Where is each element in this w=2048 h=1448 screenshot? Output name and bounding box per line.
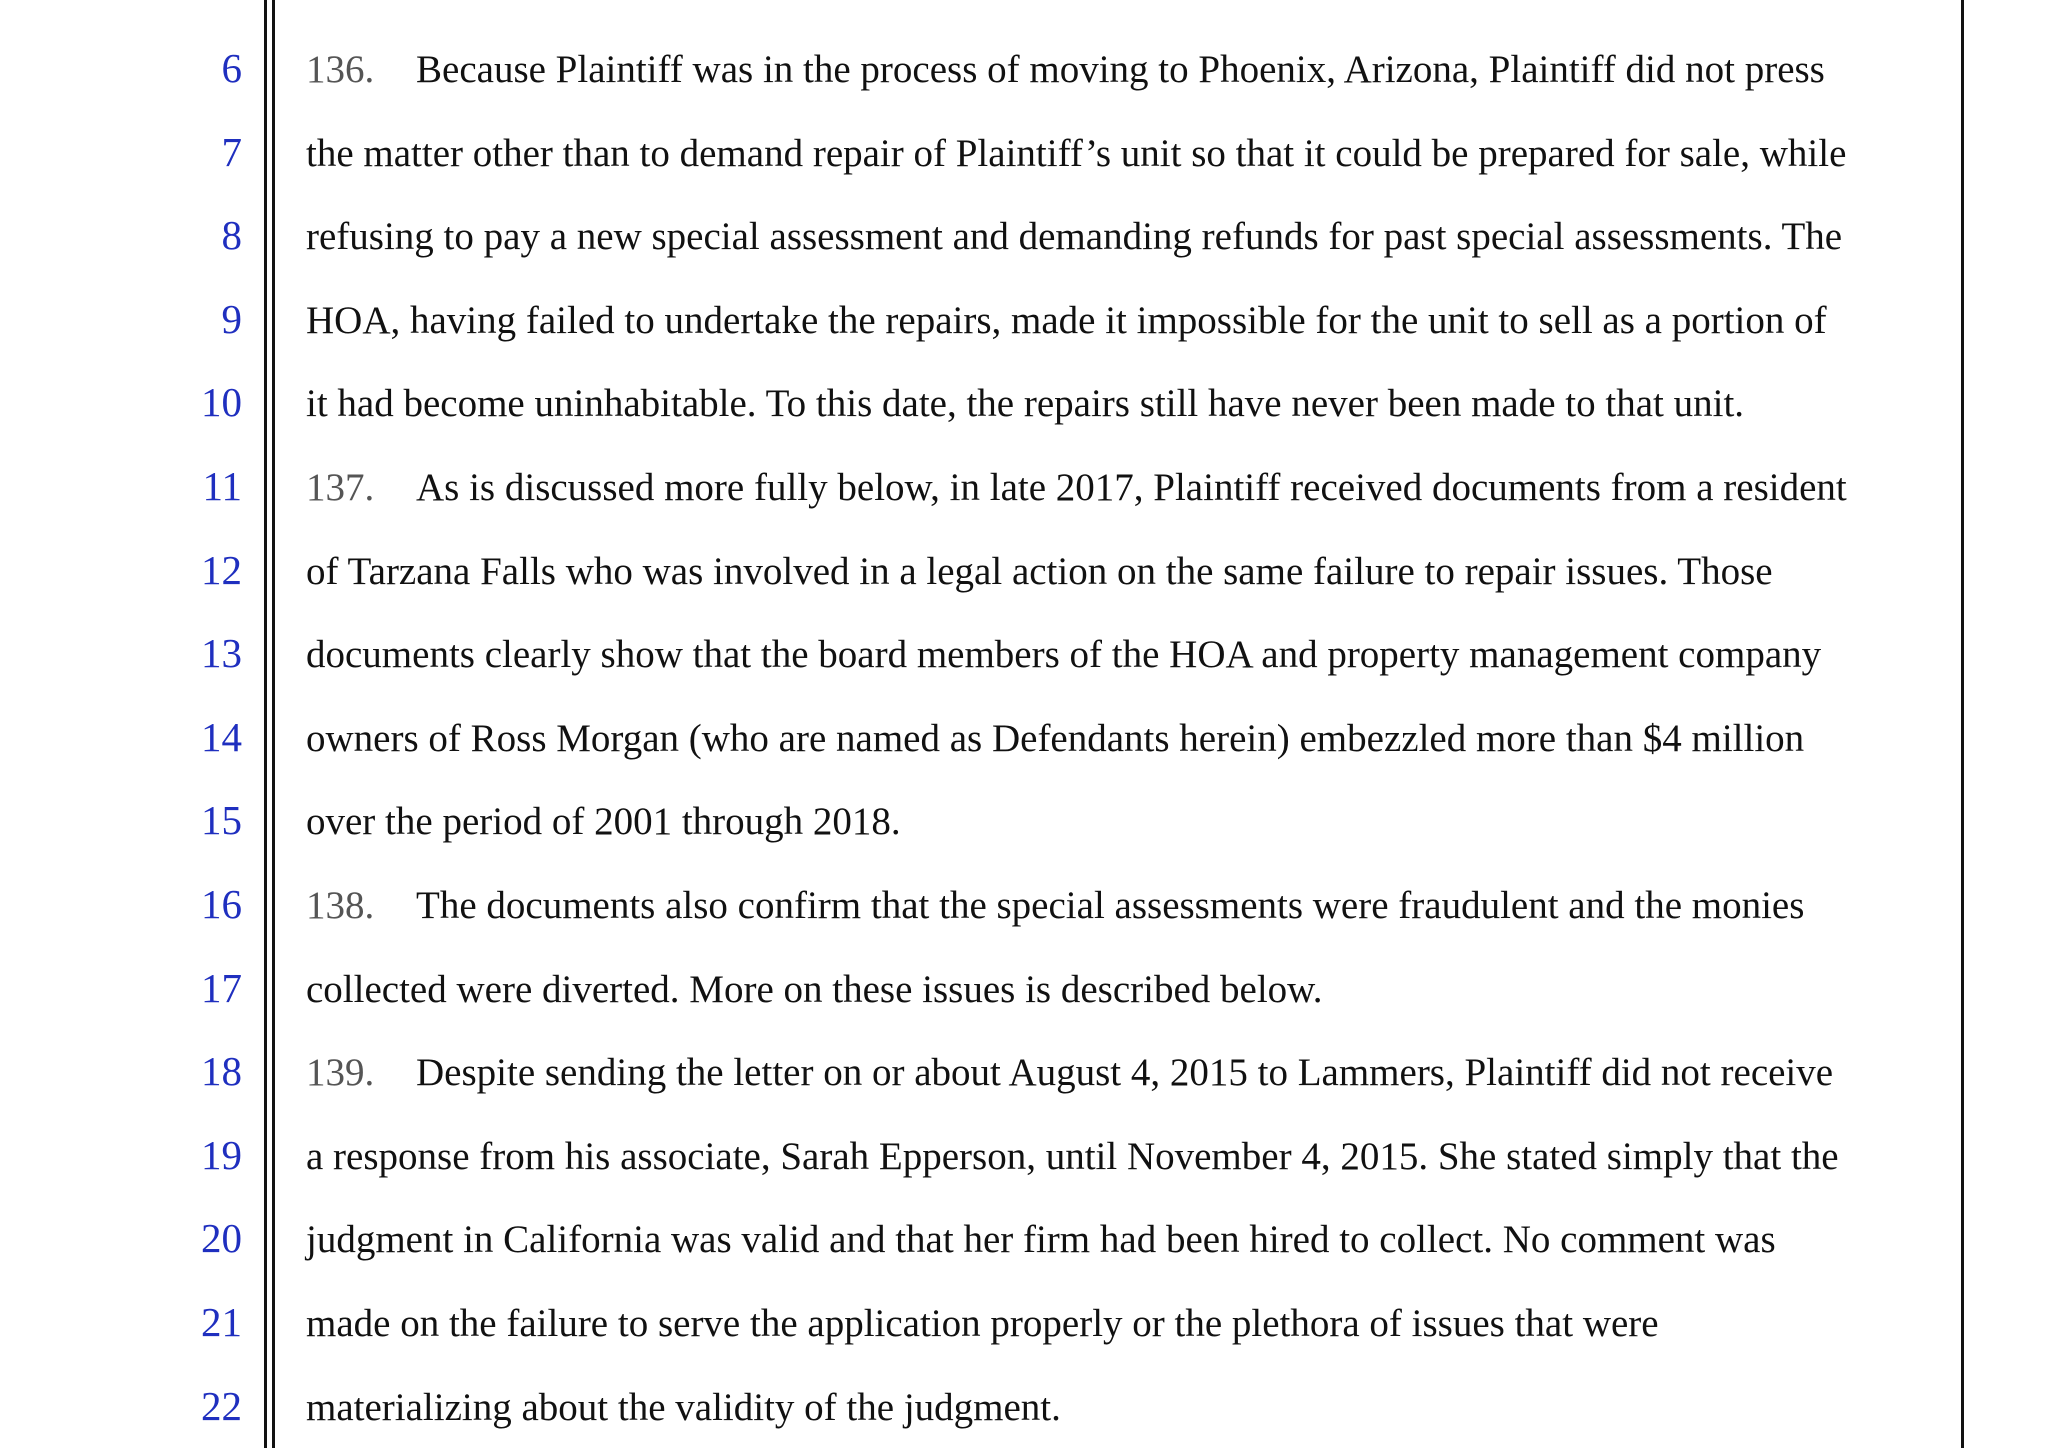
right-margin-rule [1961, 0, 1964, 1448]
line-text: over the period of 2001 through 2018. [306, 800, 901, 843]
line-number: 6 [221, 45, 242, 91]
text-line [306, 50, 1825, 89]
line-text: refusing to pay a new special assessment and demanding refunds for past special assessments. The [306, 215, 1843, 258]
line-text: of Tarzana Falls who was involved in a legal action on the same failure to repair issues. Those [306, 550, 1773, 593]
line-text: judgment in California was valid and that her firm had been hired to collect. No comment was [306, 1218, 1776, 1261]
text-line [306, 468, 1847, 507]
left-margin-rule-inner [272, 0, 275, 1448]
line-text: owners of Ross Morgan (who are named as Defendants herein) embezzled more than $4 million [306, 717, 1805, 760]
line-text: Despite sending the letter on or about August 4, 2015 to Lammers, Plaintiff did not receive [416, 1051, 1834, 1094]
text-line [306, 1388, 1061, 1427]
paragraph-number: 137. [306, 466, 375, 509]
text-line [306, 886, 1804, 925]
text-line [306, 1137, 1839, 1176]
line-text: collected were diverted. More on these issues is described below. [306, 968, 1323, 1011]
text-line [306, 1220, 1776, 1259]
line-text: a response from his associate, Sarah Epperson, until November 4, 2015. She stated simply that the [306, 1135, 1839, 1178]
line-number: 13 [201, 630, 242, 676]
line-number: 14 [201, 714, 242, 760]
line-number: 19 [201, 1132, 242, 1178]
line-number: 9 [221, 296, 242, 342]
line-text: HOA, having failed to undertake the repairs, made it impossible for the unit to sell as a portion of [306, 299, 1827, 342]
line-text: the matter other than to demand repair of Plaintiff’s unit so that it could be prepared for sale, while [306, 132, 1847, 175]
line-text: The documents also confirm that the special assessments were fraudulent and the monies [416, 884, 1805, 927]
text-line [306, 301, 1827, 340]
text-line [306, 1053, 1833, 1092]
text-line [306, 134, 1846, 173]
left-margin-rule [264, 0, 267, 1448]
line-text: materializing about the validity of the judgment. [306, 1386, 1061, 1429]
line-number: 17 [201, 965, 242, 1011]
text-line [306, 552, 1773, 591]
line-text: documents clearly show that the board members of the HOA and property management company [306, 633, 1822, 676]
line-number: 11 [202, 463, 242, 509]
line-number: 10 [201, 379, 242, 425]
text-line [306, 384, 1744, 423]
paragraph-number: 136. [306, 48, 375, 91]
line-number: 15 [201, 797, 242, 843]
paragraph-number: 138. [306, 884, 375, 927]
line-number: 18 [201, 1048, 242, 1094]
line-number: 12 [201, 547, 242, 593]
line-number: 7 [221, 129, 242, 175]
line-number: 16 [201, 881, 242, 927]
line-text: Because Plaintiff was in the process of moving to Phoenix, Arizona, Plaintiff did not press [416, 48, 1825, 91]
line-text: made on the failure to serve the application properly or the plethora of issues that were [306, 1302, 1659, 1345]
line-number: 20 [201, 1215, 242, 1261]
text-line [306, 1304, 1659, 1343]
text-line [306, 802, 901, 841]
text-line [306, 217, 1842, 256]
line-number: 21 [201, 1299, 242, 1345]
line-number: 8 [221, 212, 242, 258]
paragraph-number: 139. [306, 1051, 375, 1094]
line-text: it had become uninhabitable. To this date, the repairs still have never been made to that unit. [306, 382, 1745, 425]
line-text: As is discussed more fully below, in late 2017, Plaintiff received documents from a resident [416, 466, 1847, 509]
text-line [306, 635, 1821, 674]
text-line [306, 719, 1804, 758]
line-number: 22 [201, 1383, 242, 1429]
text-line [306, 970, 1323, 1009]
